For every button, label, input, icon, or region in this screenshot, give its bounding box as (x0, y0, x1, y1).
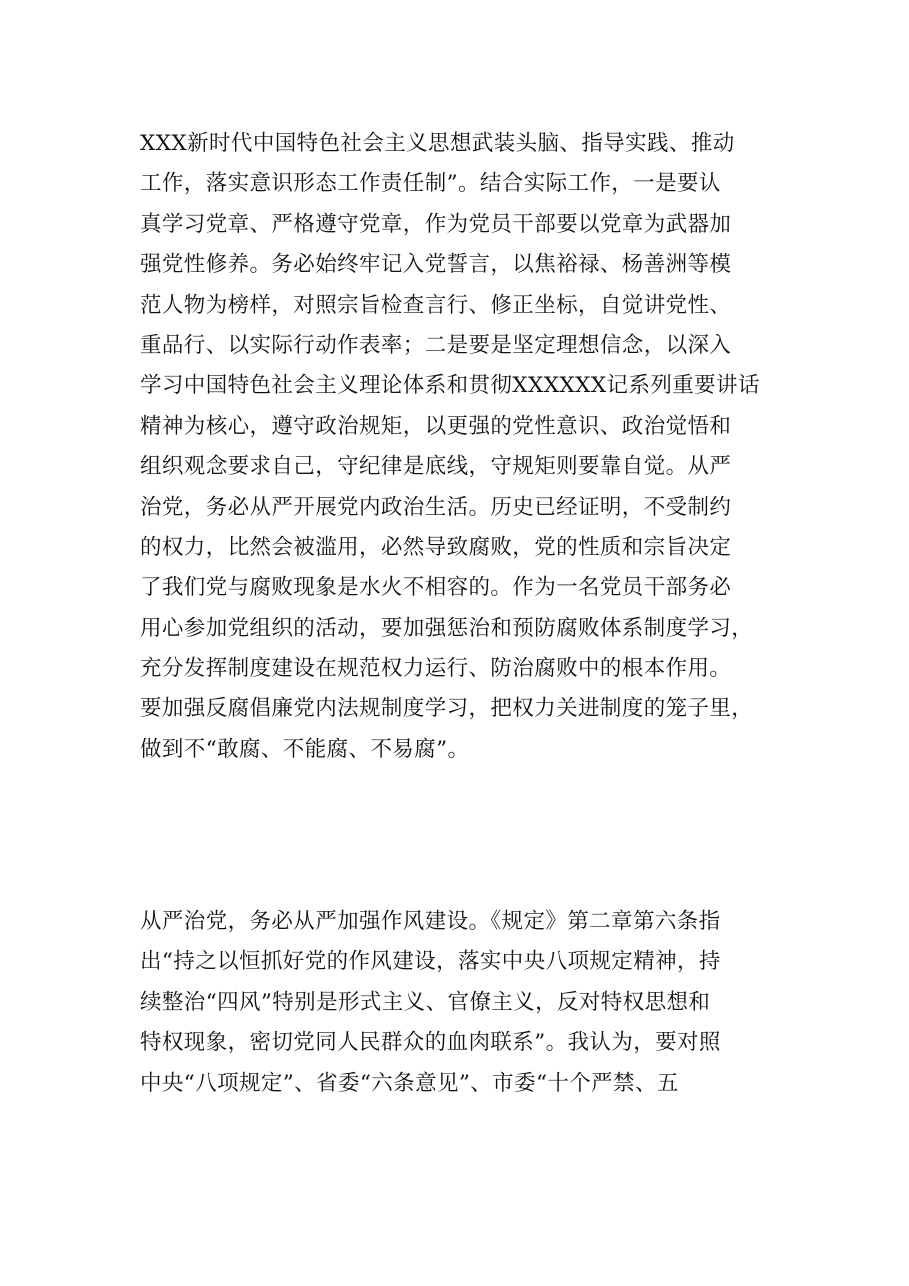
text-line: 的权力，比然会被滥用，必然导致腐败，党的性质和宗旨决定 (140, 534, 732, 560)
text-line: 充分发挥制度建设在规范权力运行、防治腐败中的根本作用。 (140, 656, 732, 682)
text-line: 工作，落实意识形态工作责任制”。结合实际工作，一是要认 (140, 171, 721, 197)
text-line: 用心参加党组织的活动，要加强惩治和预防腐败体系制度学习， (140, 615, 754, 641)
text-line: 从严治党，务必从严加强作风建设。《规定》第二章第六条指 (140, 909, 721, 934)
text-line: 续整治“四风”特别是形式主义、官僚主义，反对特权思想和 (140, 989, 711, 1015)
text-line: 要加强反腐倡廉党内法规制度学习，把权力关进制度的笼子里， (140, 696, 754, 722)
text-line: 重品行、以实际行动作表率；二是要是坚定理想信念，以深入 (140, 332, 732, 358)
text-line: 出“持之以恒抓好党的作风建设，落实中央八项规定精神，持 (140, 949, 721, 975)
text-line: 真学习党章、严格遵守党章，作为党员干部要以党章为武器加 (140, 211, 732, 237)
text-line: 学习中国特色社会主义理论体系和贯彻XXXXXX记系列重要讲话 (140, 373, 760, 399)
text-line: 中央“八项规定”、省委“六条意见”、市委“十个严禁、五 (140, 1070, 679, 1096)
text-line: 组织观念要求自己，守纪律是底线，守规矩则要靠自觉。从严 (140, 454, 732, 480)
text-line: 强党性修养。务必始终牢记入党誓言，以焦裕禄、杨善洲等模 (140, 252, 732, 278)
text-line: XXX新时代中国特色社会主义思想武装头脑、指导实践、推动 (140, 131, 735, 156)
paragraph-1 (140, 124, 770, 770)
text-line: 做到不“敢腐、不能腐、不易腐”。 (140, 736, 470, 762)
text-line: 特权现象，密切党同人民群众的血肉联系”。我认为，要对照 (140, 1030, 721, 1056)
text-line: 精神为核心，遵守政治规矩，以更强的党性意识、政治觉悟和 (140, 413, 732, 439)
text-line: 了我们党与腐败现象是水火不相容的。作为一名党员干部务必 (140, 575, 732, 601)
text-line: 范人物为榜样，对照宗旨检查言行、修正坐标，自觉讲党性、 (140, 292, 732, 318)
paragraph-2 (140, 902, 770, 1104)
text-line: 治党，务必从严开展党内政治生活。历史已经证明，不受制约 (140, 494, 732, 520)
